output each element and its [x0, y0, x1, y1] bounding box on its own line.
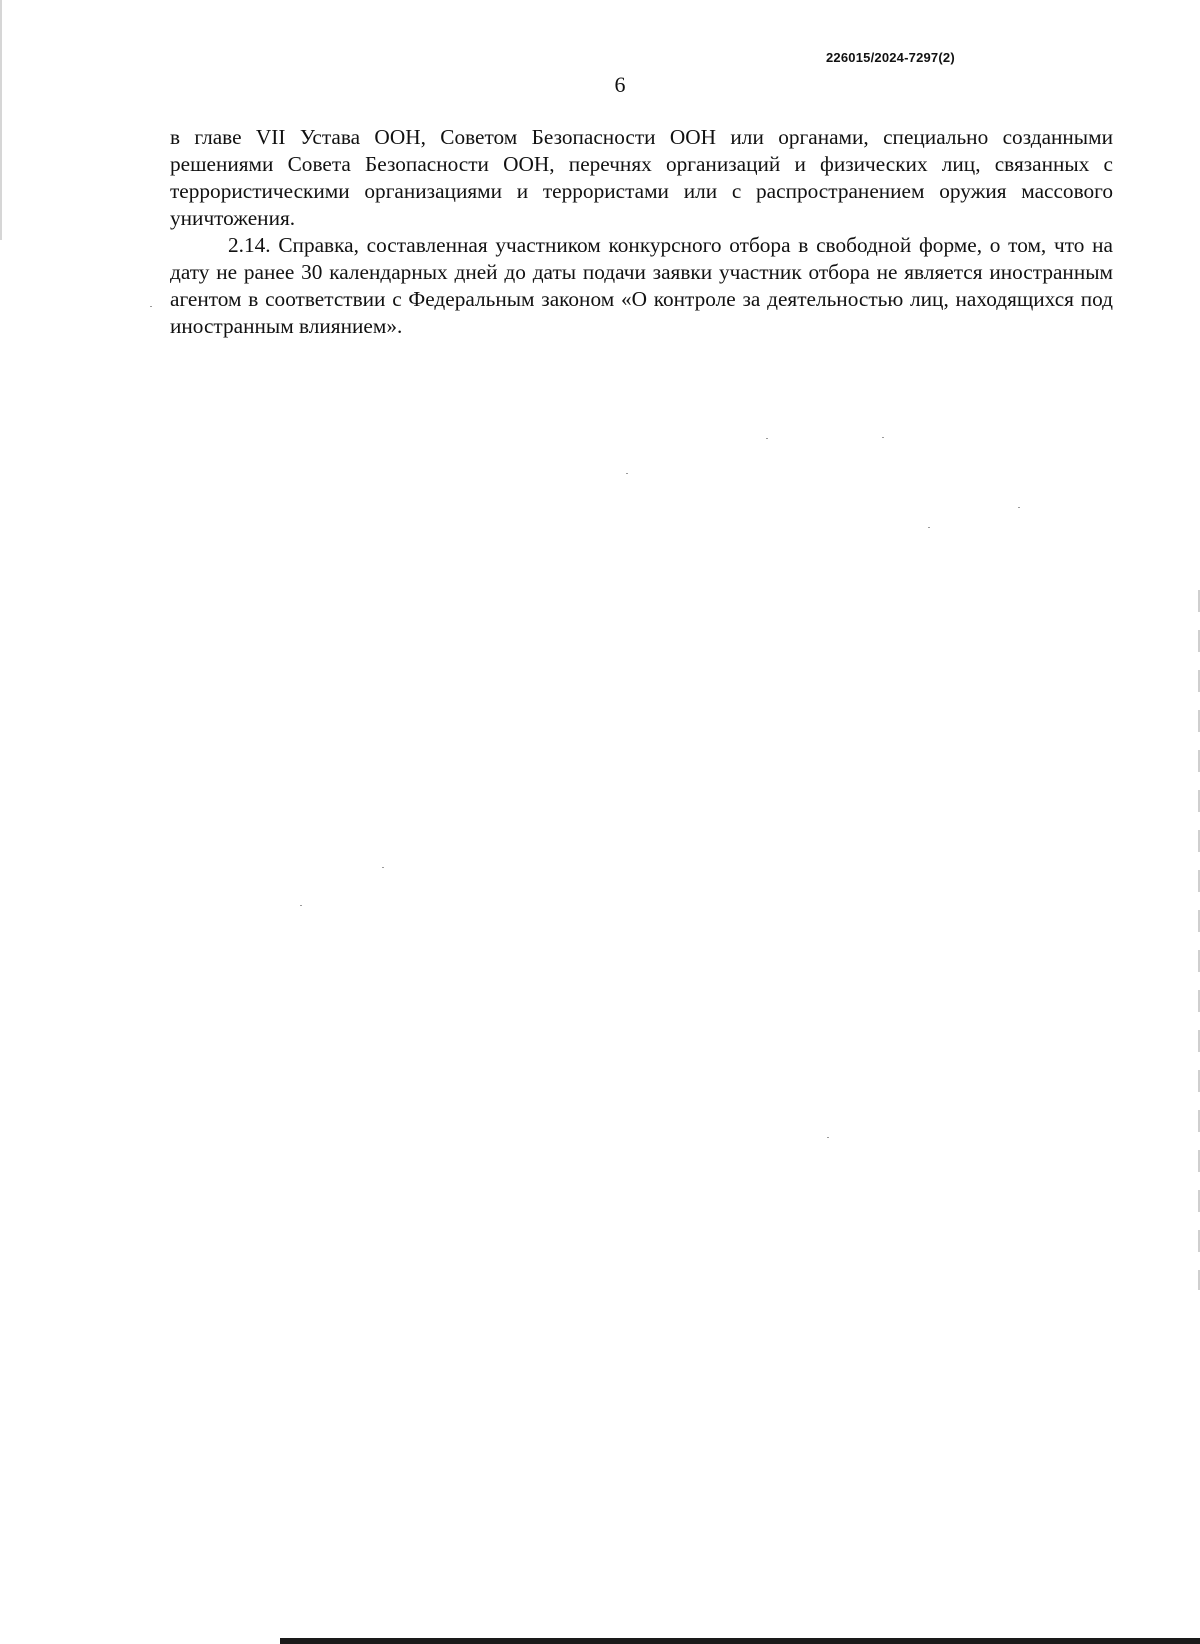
document-body	[170, 124, 1113, 340]
scan-speck	[827, 1137, 829, 1138]
page-number: 6	[614, 72, 626, 97]
scan-speck	[300, 905, 302, 906]
paragraph-continuation: в главе VII Устава ООН, Советом Безопасности ООН или органами, специально созданными решениями Совета Безопасности ООН, перечнях организаций и физических лиц, связанных с террористическими организациями и террористами или с распространением оружия массового уничтожения.	[170, 125, 1113, 230]
scan-speck	[626, 473, 628, 474]
paragraph-2-14: 2.14. Справка, составленная участником конкурсного отбора в свободной форме, о том, что на дату не ранее 30 календарных дней до даты подачи заявки участник отбора не является иностранным агентом в соответствии с Федеральным законом «О контроле за деятельностью лиц, находящихся под иностранным влиянием».	[170, 233, 1113, 338]
scan-speck	[1018, 507, 1020, 508]
scan-bottom-edge	[280, 1638, 1200, 1644]
scan-speck	[150, 306, 152, 307]
document-number: 226015/2024-7297(2)	[826, 50, 955, 65]
scan-speck	[882, 437, 884, 438]
scan-left-edge	[0, 0, 2, 240]
scan-speck	[928, 527, 930, 528]
scan-speck	[766, 438, 768, 439]
scan-speck	[382, 867, 384, 868]
